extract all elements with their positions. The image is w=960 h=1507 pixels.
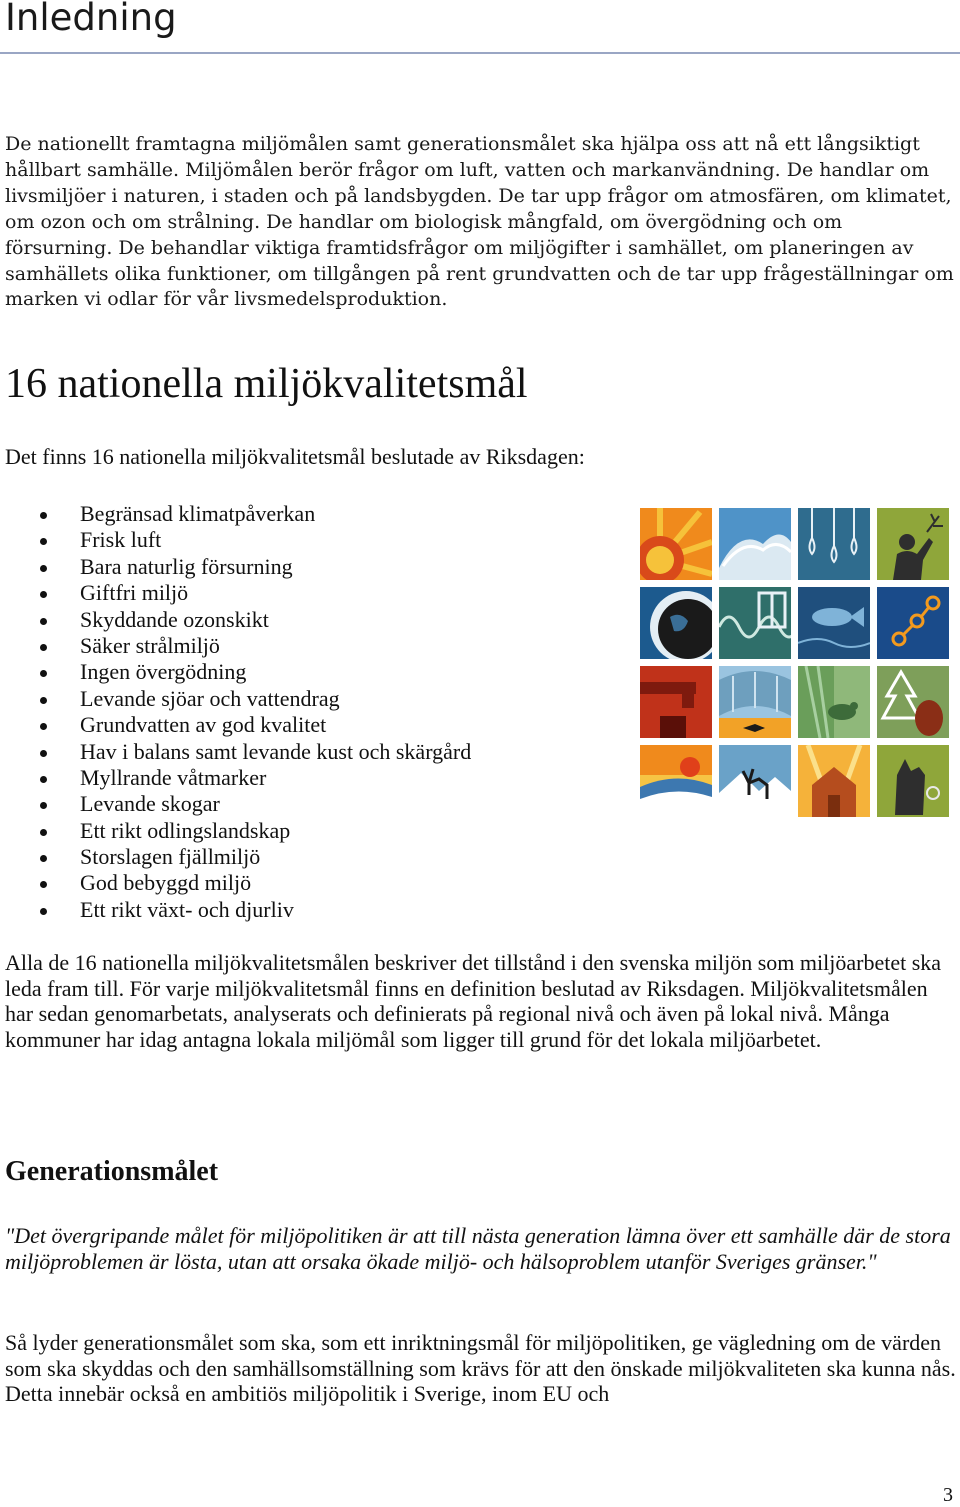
field-icon [640, 745, 712, 817]
bullet-icon [40, 802, 47, 809]
list-item: Ett rikt växt- och djurliv [0, 897, 600, 923]
tap-icon [640, 666, 712, 738]
bullet-icon [40, 670, 47, 677]
person-branch-icon [877, 508, 949, 580]
bullet-icon [40, 618, 47, 625]
frog-icon [798, 666, 870, 738]
bullet-icon [40, 908, 47, 915]
raindrops-icon [798, 508, 870, 580]
bullet-icon [40, 750, 47, 757]
list-item: Ett rikt odlingslandskap [0, 818, 600, 844]
boat-icon [719, 666, 791, 738]
bullet-icon [40, 565, 47, 572]
generation-title: Generationsmålet [5, 1156, 219, 1187]
bullet-icon [40, 723, 47, 730]
bullet-icon [40, 855, 47, 862]
bullet-icon [40, 697, 47, 704]
list-item: Myllrande våtmarker [0, 765, 600, 791]
goals-icon-mosaic [640, 508, 950, 818]
globe-icon [640, 587, 712, 659]
list-item: Levande skogar [0, 791, 600, 817]
generation-quote: "Det övergripande målet för miljöpolitiken är att till nästa generation lämna över ett samhälle där de stora miljöproblemen är lösta, utan att orsaka ökade miljö- och hälsoproblem utanför Sveriges gränser." [5, 1223, 951, 1274]
bullet-icon [40, 829, 47, 836]
goals-list [0, 501, 600, 923]
list-item: Bara naturlig försurning [0, 554, 600, 580]
house-icon [798, 745, 870, 817]
lynx-icon [877, 745, 949, 817]
section-title: 16 nationella miljökvalitetsmål [5, 361, 528, 407]
list-item: Skyddande ozonskikt [0, 607, 600, 633]
intro-paragraph: De nationellt framtagna miljömålen samt generationsmålet ska hjälpa oss att nå ett långsiktigt hållbart samhälle. Miljömålen berör frågor om luft, vatten och markanvändning. De handlar om livsmiljöer i naturen, i staden och på landsbygden. De tar upp frågor om atmosfären, om klimatet, om ozon och om strålning. De handlar om biologisk mångfald, om övergödning och om försurning. De behandlar viktiga framtidsfrågor om miljögifter i samhället, om planeringen av samhällets olika funktioner, om tillgången på rent grundvatten och de tar upp frågeställningar om marken vi odlar för vår livsmedelsproduktion. [5, 133, 954, 311]
page-number: 3 [943, 1484, 953, 1506]
list-item: Hav i balans samt levande kust och skärgård [0, 739, 600, 765]
section-lead: Det finns 16 nationella miljökvalitetsmål beslutade av Riksdagen: [5, 444, 585, 469]
list-item: Begränsad klimatpåverkan [0, 501, 600, 527]
cloud-icon [719, 508, 791, 580]
pine-tree-icon [877, 666, 949, 738]
bullet-icon [40, 644, 47, 651]
list-item: Storslagen fjällmiljö [0, 844, 600, 870]
page-heading: Inledning [5, 0, 177, 39]
fish-icon [798, 587, 870, 659]
ozone-molecule-icon [877, 587, 949, 659]
bullet-icon [40, 512, 47, 519]
goals-paragraph: Alla de 16 nationella miljökvalitetsmålen beskriver det tillstånd i den svenska miljön som miljöarbetet ska leda fram till. För varje miljökvalitetsmål finns en definition beslutad av Riksdagen. Miljökvalitetsmålen har sedan genomarbetats, analyserats och definierats på regional nivå och även på lokal nivå. Många kommuner har idag antagna lokala miljömål som ligger till grund för det lokala miljöarbetet. [5, 950, 942, 1052]
list-item: Levande sjöar och vattendrag [0, 686, 600, 712]
bullet-icon [40, 776, 47, 783]
bullet-icon [40, 591, 47, 598]
bullet-icon [40, 538, 47, 545]
list-item: Giftfri miljö [0, 580, 600, 606]
generation-paragraph: Så lyder generationsmålet som ska, som ett inriktningsmål för miljöpolitiken, ge vägledning om de värden som ska skyddas och den samhällsomställning som krävs för att den önskade miljökvaliteten ska kunna nås. Detta innebär också en ambitiös miljöpolitik i Sverige, inom EU och [5, 1330, 956, 1407]
list-item: Säker strålmiljö [0, 633, 600, 659]
list-item: Ingen övergödning [0, 659, 600, 685]
reindeer-icon [719, 745, 791, 817]
wave-window-icon [719, 587, 791, 659]
list-item: God bebyggd miljö [0, 870, 600, 896]
heading-divider [0, 52, 960, 54]
sun-icon [640, 508, 712, 580]
list-item: Grundvatten av god kvalitet [0, 712, 600, 738]
bullet-icon [40, 881, 47, 888]
list-item: Frisk luft [0, 527, 600, 553]
